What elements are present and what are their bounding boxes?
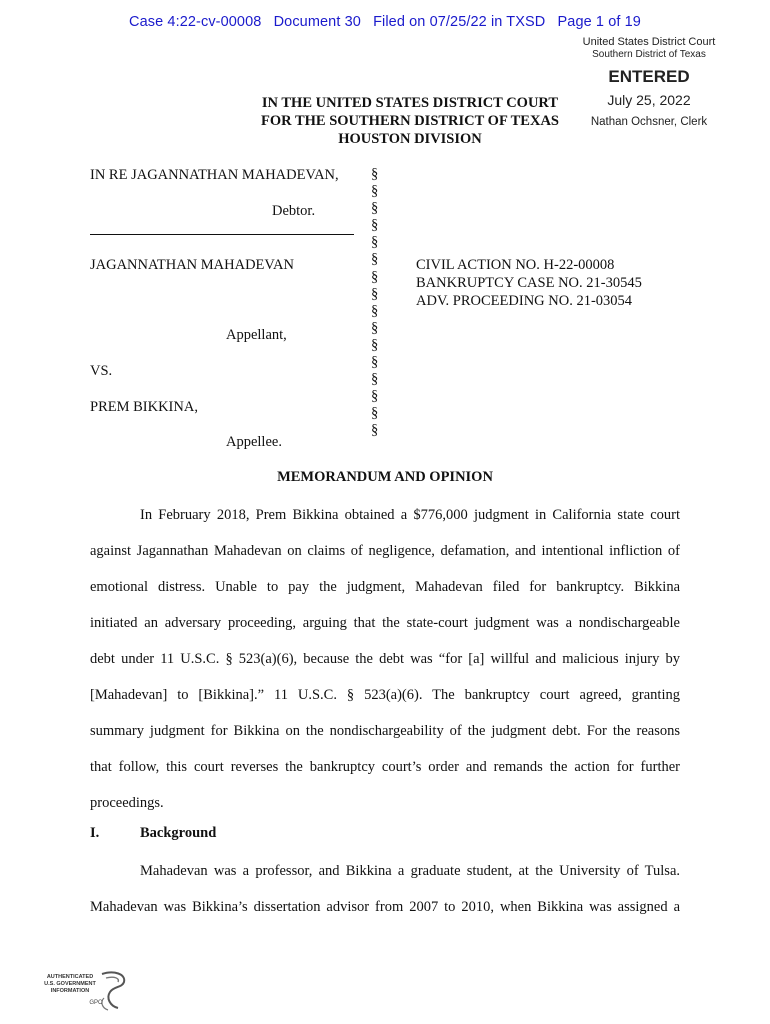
filed-date: Filed on 07/25/22 in TXSD bbox=[373, 14, 546, 30]
section-heading bbox=[90, 825, 216, 842]
section-mark: § bbox=[371, 234, 379, 251]
background-paragraph bbox=[90, 861, 680, 933]
paragraph-line: Mahadevan was a professor, and Bikkina a graduate student, at the University of Tulsa. bbox=[140, 863, 680, 879]
section-mark: § bbox=[371, 319, 379, 336]
versus-label: VS. bbox=[90, 363, 113, 379]
section-mark: § bbox=[371, 422, 379, 439]
debtor-label: Debtor. bbox=[272, 203, 316, 219]
appellant-label: Appellant, bbox=[226, 327, 287, 343]
section-title: Background bbox=[140, 825, 217, 841]
court-heading-line: FOR THE SOUTHERN DISTRICT OF TEXAS bbox=[260, 113, 559, 129]
entered-label: ENTERED bbox=[608, 67, 690, 86]
appellee-party: PREM BIKKINA, bbox=[90, 399, 198, 415]
paragraph-line: proceedings. bbox=[90, 795, 164, 811]
court-heading-line: HOUSTON DIVISION bbox=[338, 131, 482, 147]
paragraph-line: initiated an adversary proceeding, arguing that the state-court judgment was a nondischargeable bbox=[90, 615, 680, 631]
section-mark: § bbox=[371, 183, 379, 200]
entered-district: Southern District of Texas bbox=[592, 49, 706, 60]
caption-rule bbox=[90, 234, 354, 235]
section-mark: § bbox=[371, 268, 379, 285]
gpo-eagle-icon bbox=[44, 968, 134, 1014]
section-mark: § bbox=[371, 354, 379, 371]
civil-action-number: CIVIL ACTION NO. H-22-00008 bbox=[416, 257, 615, 273]
court-heading-line: IN THE UNITED STATES DISTRICT COURT bbox=[261, 95, 559, 111]
section-mark: § bbox=[371, 336, 379, 353]
page-count: Page 1 of 19 bbox=[557, 14, 641, 30]
adversary-proceeding-number: ADV. PROCEEDING NO. 21-03054 bbox=[416, 293, 633, 309]
paragraph-line: [Mahadevan] to [Bikkina].” 11 U.S.C. § 523(a)(6). The bankruptcy court agreed, granting bbox=[90, 687, 680, 703]
section-mark: § bbox=[371, 251, 379, 268]
in-re-party: IN RE JAGANNATHAN MAHADEVAN, bbox=[90, 167, 339, 183]
svg-text:U.S. GOVERNMENT: U.S. GOVERNMENT bbox=[44, 981, 96, 987]
memorandum-title: MEMORANDUM AND OPINION bbox=[277, 469, 493, 485]
section-number: I. bbox=[90, 825, 100, 841]
case-number: Case 4:22-cv-00008 bbox=[129, 14, 262, 30]
paragraph-line: summary judgment for Bikkina on the nondischargeability of the judgment debt. For the reasons bbox=[90, 723, 680, 739]
gpo-authentication-logo bbox=[44, 968, 134, 1019]
paragraph-line: emotional distress. Unable to pay the judgment, Mahadevan filed for bankruptcy. Bikkina bbox=[90, 579, 680, 595]
filing-stamp-header bbox=[0, 14, 770, 30]
svg-text:GPO: GPO bbox=[89, 1000, 103, 1006]
entered-clerk: Nathan Ochsner, Clerk bbox=[590, 116, 708, 128]
section-mark: § bbox=[371, 166, 379, 182]
svg-text:AUTHENTICATED: AUTHENTICATED bbox=[46, 974, 94, 980]
bankruptcy-case-number: BANKRUPTCY CASE NO. 21-30545 bbox=[416, 275, 642, 291]
entered-date: July 25, 2022 bbox=[607, 92, 691, 108]
section-marks-column bbox=[371, 166, 378, 440]
paragraph-line: against Jagannathan Mahadevan on claims of negligence, defamation, and intentional infliction of bbox=[90, 543, 680, 559]
section-mark: § bbox=[371, 200, 379, 217]
section-mark: § bbox=[371, 388, 379, 405]
document-number: Document 30 bbox=[273, 14, 361, 30]
section-mark: § bbox=[371, 302, 379, 319]
paragraph-line: Mahadevan was Bikkina’s dissertation advisor from 2007 to 2010, when Bikkina was assigned a bbox=[90, 899, 680, 915]
case-numbers bbox=[416, 256, 642, 310]
svg-text:INFORMATION: INFORMATION bbox=[50, 988, 90, 994]
entered-court: United States District Court bbox=[582, 36, 716, 48]
paragraph-line: In February 2018, Prem Bikkina obtained a $776,000 judgment in California state court bbox=[140, 507, 680, 523]
court-heading bbox=[200, 94, 620, 148]
paragraph-line: debt under 11 U.S.C. § 523(a)(6), because the debt was “for [a] willful and malicious injury by bbox=[90, 651, 680, 667]
section-mark: § bbox=[371, 371, 379, 388]
paragraph-line: that follow, this court reverses the bankruptcy court’s order and remands the action for further bbox=[90, 759, 680, 775]
appellee-label: Appellee. bbox=[226, 434, 282, 450]
intro-paragraph bbox=[90, 505, 680, 829]
section-mark: § bbox=[371, 285, 379, 302]
appellant-party: JAGANNATHAN MAHADEVAN bbox=[90, 257, 294, 273]
section-mark: § bbox=[371, 217, 379, 234]
section-mark: § bbox=[371, 405, 379, 422]
